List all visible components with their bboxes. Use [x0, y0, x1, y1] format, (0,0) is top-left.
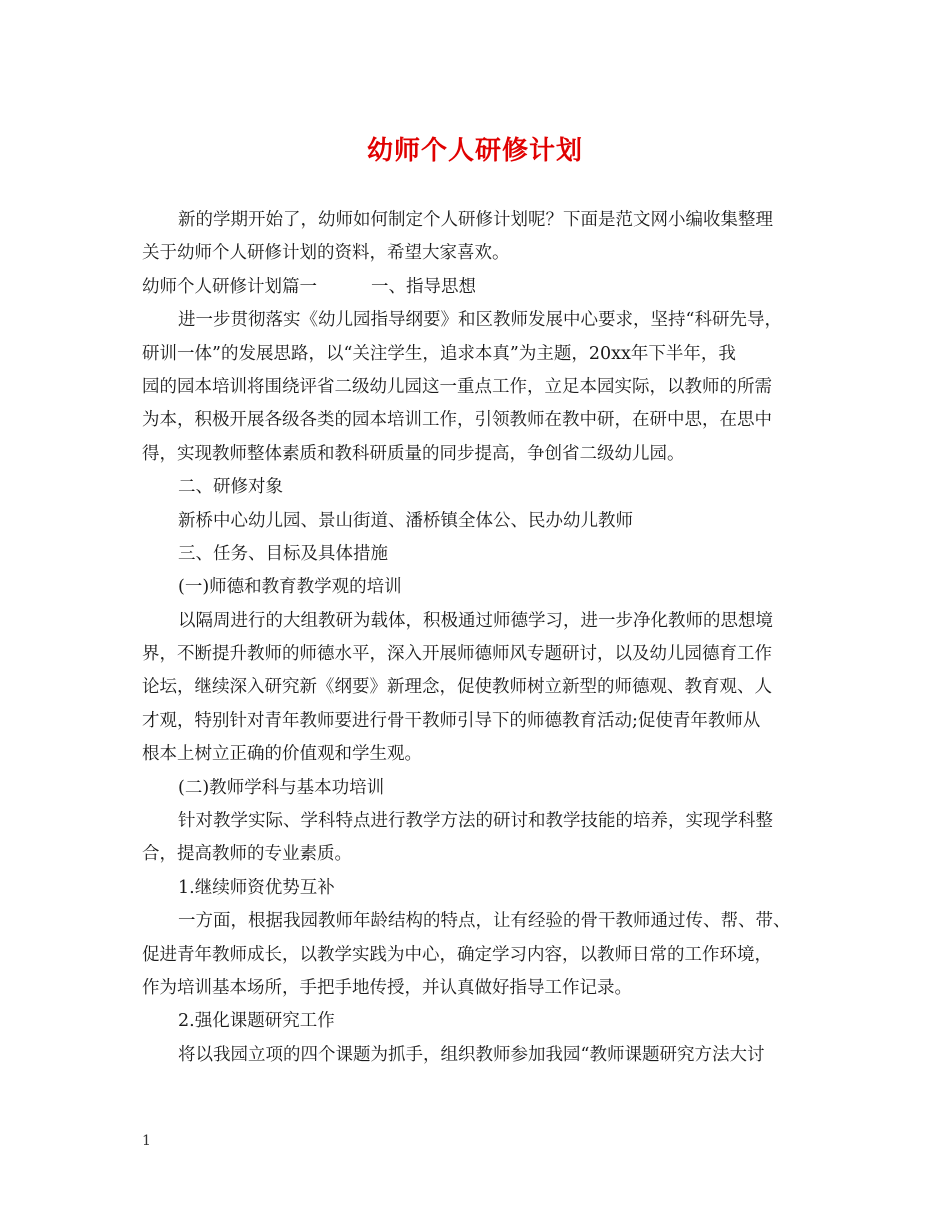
paragraph-line: 将以我园立项的四个课题为抓手，组织教师参加我园“教师课题研究方法大讨 — [178, 1044, 765, 1065]
page-number: 1 — [142, 1133, 151, 1149]
paragraph-line: 园的园本培训将围绕评省二级幼儿园这一重点工作，立足本园实际，以教师的所需 — [142, 376, 772, 397]
paragraph-line: 合，提高教师的专业素质。 — [142, 844, 352, 865]
paragraph-line: 针对教学实际、学科特点进行教学方法的研讨和教学技能的培养，实现学科整 — [178, 811, 773, 832]
paragraph-line: 得，实现教师整体素质和教科研质量的同步提高，争创省二级幼儿园。 — [142, 443, 685, 464]
paragraph-line: 界，不断提升教师的师德水平，深入开展师德师风专题研讨，以及幼儿园德育工作 — [142, 644, 772, 665]
paragraph-line: 以隔周进行的大组教研为载体，积极通过师德学习，进一步净化教师的思想境 — [178, 610, 773, 631]
section-heading: 二、研修对象 — [178, 477, 283, 498]
subsection-heading: (一)师德和教育教学观的培训 — [178, 577, 402, 598]
paragraph-line: 一方面，根据我园教师年龄结构的特点，让有经验的骨干教师通过传、帮、带、 — [178, 911, 791, 932]
paragraph-line: 新桥中心幼儿园、景山街道、潘桥镇全体公、民办幼儿教师 — [178, 510, 633, 531]
numbered-heading: 2.强化课题研究工作 — [178, 1011, 335, 1032]
paragraph-line: 为本，积极开展各级各类的园本培训工作，引领教师在教中研，在研中思，在思中 — [142, 410, 772, 431]
section-heading: 一、指导思想 — [371, 276, 476, 297]
section-heading: 三、任务、目标及具体措施 — [178, 543, 388, 564]
paragraph-line: 新的学期开始了，幼师如何制定个人研修计划呢？下面是范文网小编收集整理 — [178, 210, 773, 230]
subsection-heading: (二)教师学科与基本功培训 — [178, 777, 385, 798]
paragraph-line: 研训一体”的发展思路，以“关注学生，追求本真”为主题，20xx年下半年，我 — [142, 343, 736, 364]
paragraph-line: 才观，特别针对青年教师要进行骨干教师引导下的师德教育活动;促使青年教师从 — [142, 710, 761, 731]
paragraph-line: 根本上树立正确的价值观和学生观。 — [142, 744, 422, 765]
paragraph-line: 作为培训基本场所，手把手地传授，并认真做好指导工作记录。 — [142, 977, 632, 998]
paragraph-line: 论坛，继续深入研究新《纲要》新理念，促使教师树立新型的师德观、教育观、人 — [142, 677, 772, 698]
document-body — [142, 204, 826, 1072]
paragraph-line: 促进青年教师成长，以教学实践为中心，确定学习内容，以教师日常的工作环境， — [142, 944, 772, 965]
section-heading-line — [142, 271, 826, 304]
paragraph-line: 关于幼师个人研修计划的资料，希望大家喜欢。 — [142, 243, 510, 264]
paragraph-line: 进一步贯彻落实《幼儿园指导纲要》和区教师发展中心要求，坚持“科研先导， — [178, 310, 782, 331]
article-subtitle: 幼师个人研修计划篇一 — [142, 276, 317, 297]
document-title: 幼师个人研修计划 — [366, 136, 583, 166]
numbered-heading: 1.继续师资优势互补 — [178, 877, 335, 898]
